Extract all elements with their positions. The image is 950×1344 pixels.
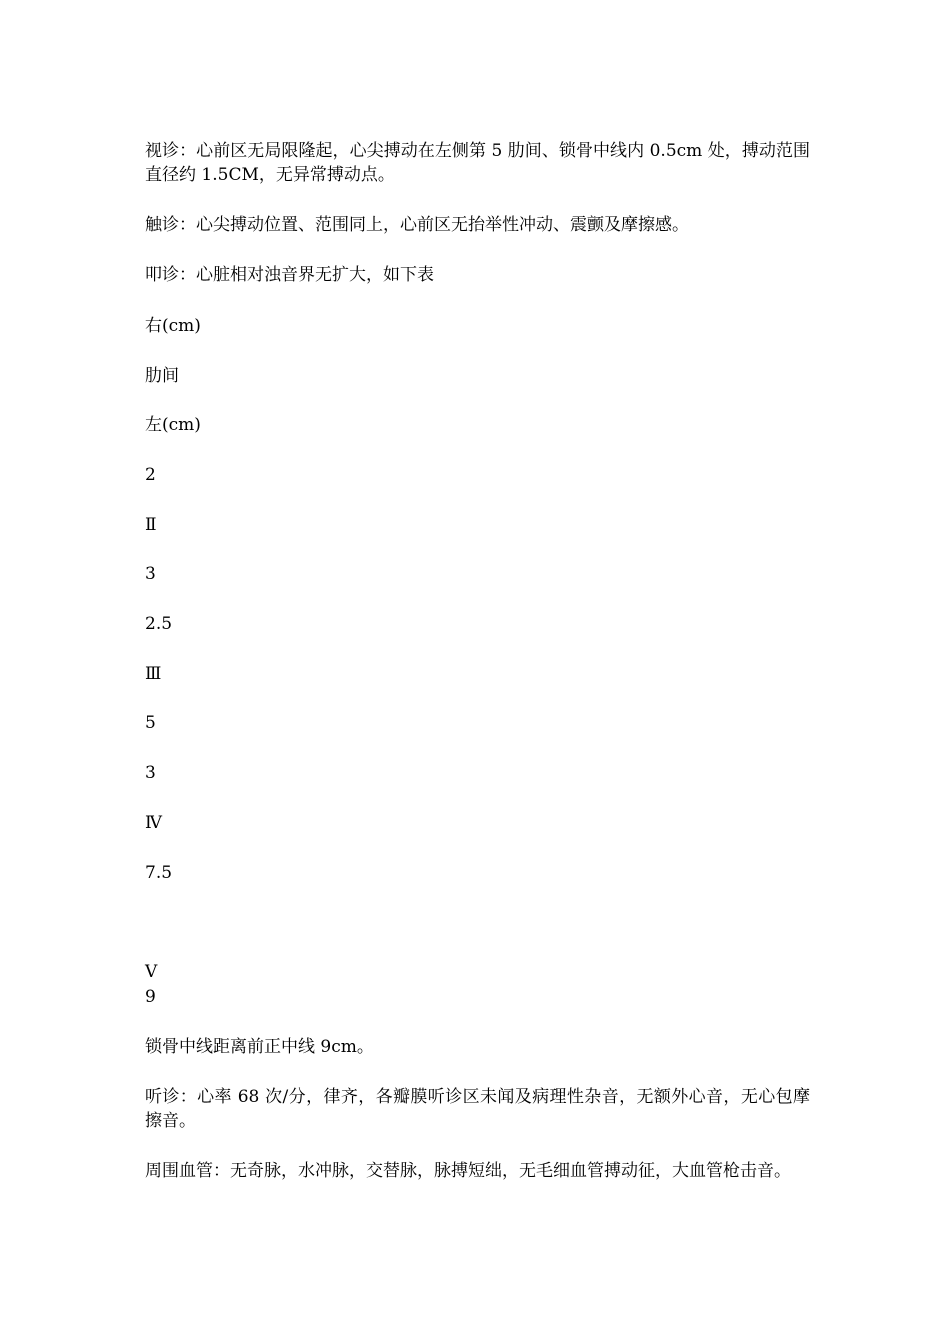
table-cell-left: 3	[145, 564, 156, 584]
inspection-paragraph: 视诊：心前区无局限隆起，心尖搏动在左侧第 5 肋间、锁骨中线内 0.5cm 处，搏动范围直径约 1.5CM，无异常搏动点。	[145, 141, 810, 185]
table-cell-intercostal: Ⅲ	[145, 664, 162, 684]
table-cell-right: 3	[145, 763, 156, 783]
table-header-right: 右(cm)	[145, 316, 201, 336]
table-cell-intercostal: Ⅴ	[145, 962, 158, 982]
table-cell-right: 2	[145, 465, 156, 485]
table-cell-intercostal: Ⅱ	[145, 515, 157, 535]
table-cell-intercostal: Ⅳ	[145, 813, 162, 833]
table-header-left: 左(cm)	[145, 415, 201, 435]
peripheral-vessels-paragraph: 周围血管：无奇脉，水冲脉，交替脉，脉搏短绌，无毛细血管搏动征，大血管枪击音。	[145, 1161, 791, 1181]
table-cell-left: 7.5	[145, 863, 173, 883]
auscultation-paragraph: 听诊：心率 68 次/分，律齐，各瓣膜听诊区未闻及病理性杂音，无额外心音，无心包摩擦音。	[145, 1087, 810, 1131]
palpation-paragraph: 触诊：心尖搏动位置、范围同上，心前区无抬举性冲动、震颤及摩擦感。	[145, 215, 689, 235]
table-cell-left: 5	[145, 713, 156, 733]
table-cell-left: 9	[145, 987, 156, 1007]
percussion-paragraph: 叩诊：心脏相对浊音界无扩大，如下表	[145, 265, 434, 285]
table-cell-right: 2.5	[145, 614, 173, 634]
midclavicular-note: 锁骨中线距离前正中线 9cm。	[145, 1037, 374, 1057]
table-header-intercostal: 肋间	[145, 366, 179, 386]
